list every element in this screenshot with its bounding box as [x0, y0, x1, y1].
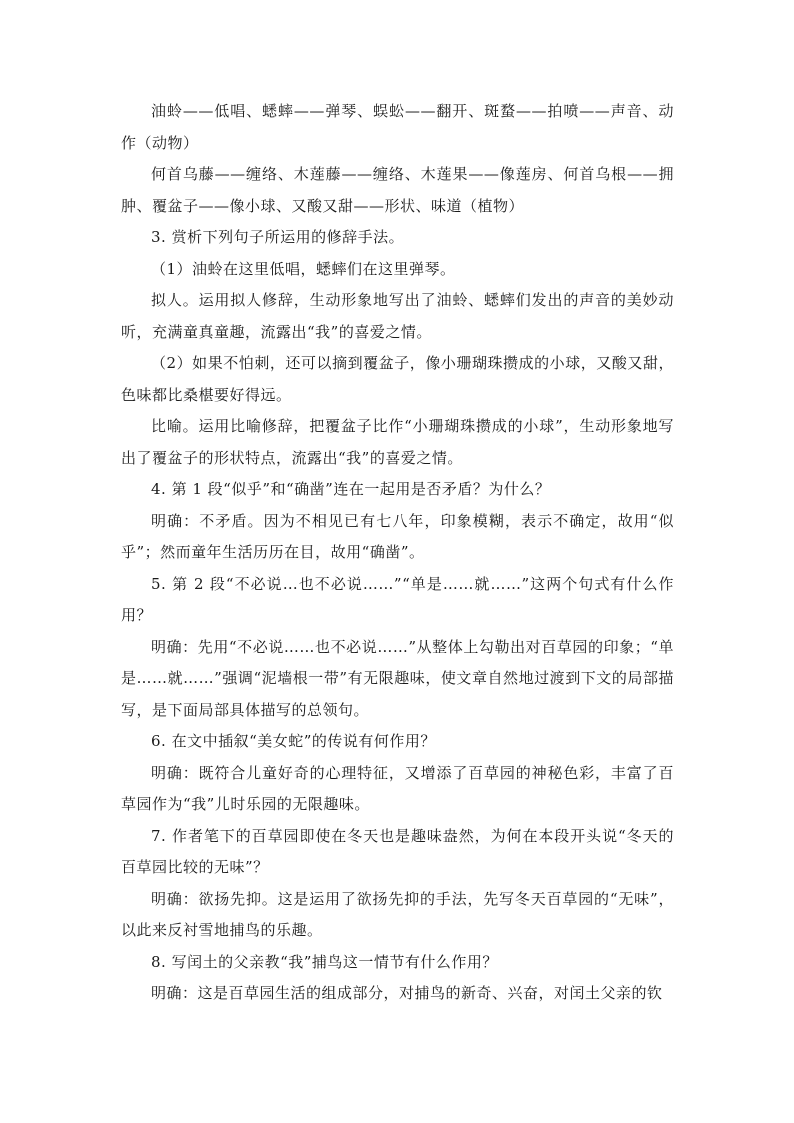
question-3: 3. 赏析下列句子所运用的修辞手法。 — [151, 228, 405, 246]
answer-8: 明确：这是百草园生活的组成部分，对捕鸟的新奇、兴奋，对闰土父亲的钦 — [151, 984, 663, 1002]
paragraph-plants-list: 何首乌藤——缠络、木莲藤——缠络、木莲果——像莲房、何首乌根——拥肿、覆盆子——像小球、又酸又甜——形状、味道（植物） — [121, 165, 674, 215]
answer-3-sentence-1: 拟人。运用拟人修辞，生动形象地写出了油蛉、蟋蟀们发出的声音的美妙动听，充满童真童趣，流露出“我”的喜爱之情。 — [121, 291, 674, 341]
answer-5: 明确：先用“不必说……也不必说……”从整体上勾勒出对百草园的印象；“单是……就……”强调“泥墙根一带”有无限趣味，使文章自然地过渡到下文的局部描写，是下面局部具体描写的总领句。 — [121, 637, 674, 719]
answer-6: 明确：既符合儿童好奇的心理特征，又增添了百草园的神秘色彩，丰富了百草园作为“我”儿时乐园的无限趣味。 — [121, 763, 674, 813]
paragraph-animals-list: 油蛉——低唱、蟋蟀——弹琴、蜈蚣——翻开、斑蝥——拍喷——声音、动作（动物） — [121, 102, 674, 152]
question-3-sentence-2: （2）如果不怕刺，还可以摘到覆盆子，像小珊瑚珠攒成的小球，又酸又甜，色味都比桑椹要好得远。 — [121, 354, 674, 404]
question-8: 8. 写闰土的父亲教“我”捕鸟这一情节有什么作用？ — [151, 952, 498, 971]
question-5: 5. 第 2 段“不必说…也不必说……”“单是……就……”这两个句式有什么作用？ — [121, 574, 674, 624]
document-body — [121, 96, 674, 1010]
answer-3-sentence-2: 比喻。运用比喻修辞，把覆盆子比作“小珊瑚珠攒成的小球”，生动形象地写出了覆盆子的形状特点，流露出“我”的喜爱之情。 — [121, 417, 674, 467]
answer-4: 明确：不矛盾。因为不相见已有七八年，印象模糊，表示不确定，故用“似乎”；然而童年生活历历在目，故用“确凿”。 — [121, 511, 674, 561]
answer-7: 明确：欲扬先抑。这是运用了欲扬先抑的手法，先写冬天百草园的“无味”，以此来反衬雪地捕鸟的乐趣。 — [121, 889, 674, 939]
question-4: 4. 第 1 段“似乎”和“确凿”连在一起用是否矛盾？为什么？ — [151, 480, 551, 498]
question-6: 6. 在文中插叙“美女蛇”的传说有何作用？ — [151, 732, 436, 750]
question-3-sentence-1: （1）油蛉在这里低唱，蟋蟀们在这里弹琴。 — [151, 259, 456, 278]
question-7: 7. 作者笔下的百草园即使在冬天也是趣味盎然，为何在本段开头说“冬天的百草园比较的无味”？ — [121, 826, 674, 876]
